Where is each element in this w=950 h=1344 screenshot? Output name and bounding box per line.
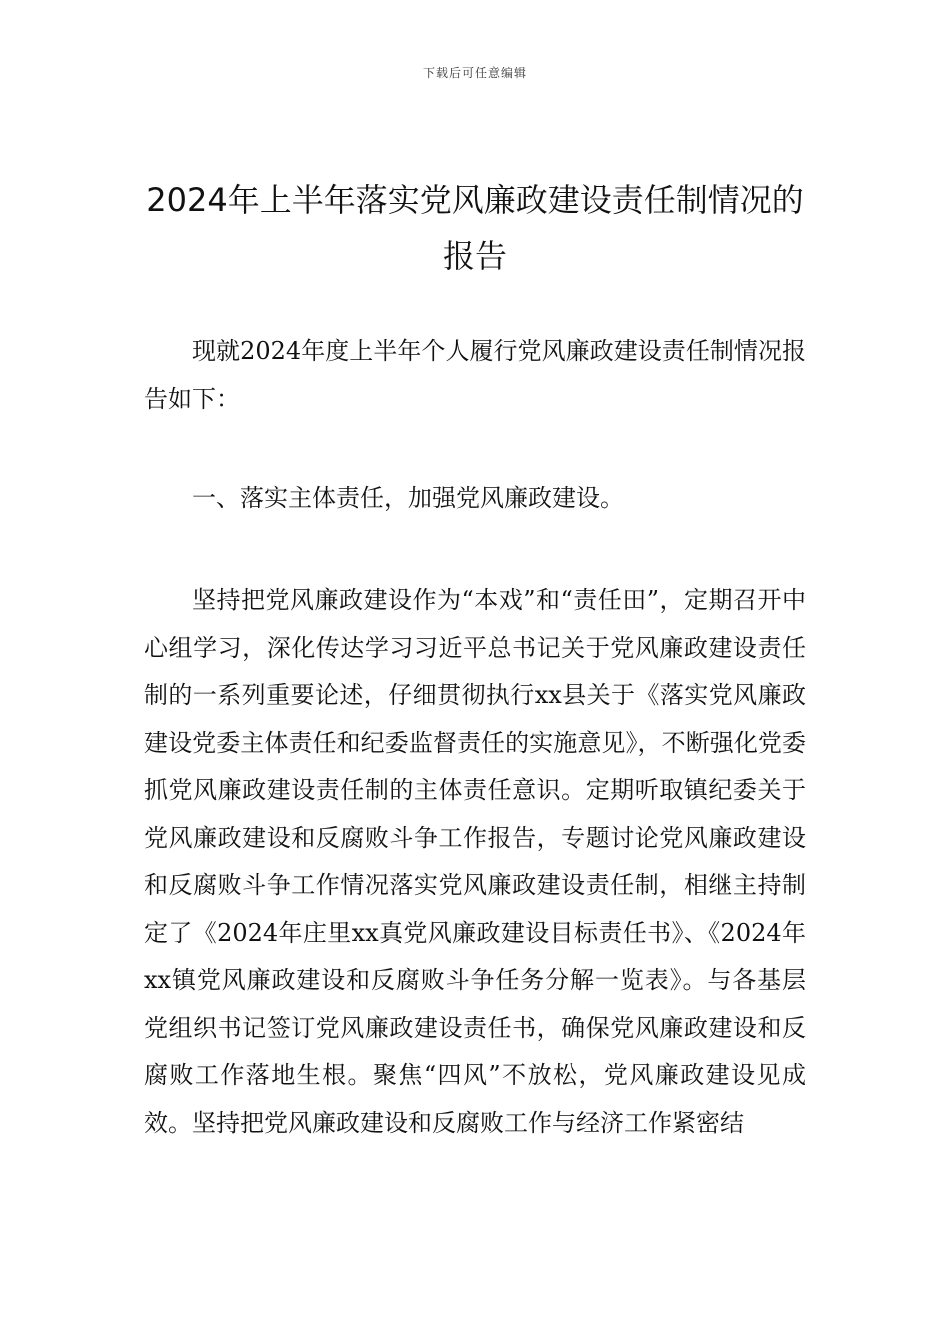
body-paragraph: 坚持把党风廉政建设作为“本戏”和“责任田”，定期召开中心组学习，深化传达学习习近平总书记关于党风廉政建设责任制的一系列重要论述，仔细贯彻执行xx县关于《落实党风廉政建设党委主体责任和纪委监督责任的实施意见》，不断强化党委抓党风廉政建设责任制的主体责任意识。定期听取镇纪委关于党风廉政建设和反腐败斗争工作报告，专题讨论党风廉政建设和反腐败斗争工作情况落实党风廉政建设责任制，相继主持制定了《2024年庄里xx真党风廉政建设目标责任书》、《2024年xx镇党风廉政建设和反腐败斗争任务分解一览表》。与各基层党组织书记签订党风廉政建设责任书，确保党风廉政建设和反腐败工作落地生根。聚焦“四风”不放松，党风廉政建设见成效。坚持把党风廉政建设和反腐败工作与经济工作紧密结 [144, 586, 806, 1137]
document-title: 2024年上半年落实党风廉政建设责任制情况的报告 [146, 181, 804, 275]
section-heading: 一、落实主体责任，加强党风廉政建设。 [192, 484, 624, 512]
header-note: 下载后可任意编辑 [422, 66, 527, 80]
intro-paragraph: 现就2024年度上半年个人履行党风廉政建设责任制情况报告如下： [144, 337, 806, 413]
